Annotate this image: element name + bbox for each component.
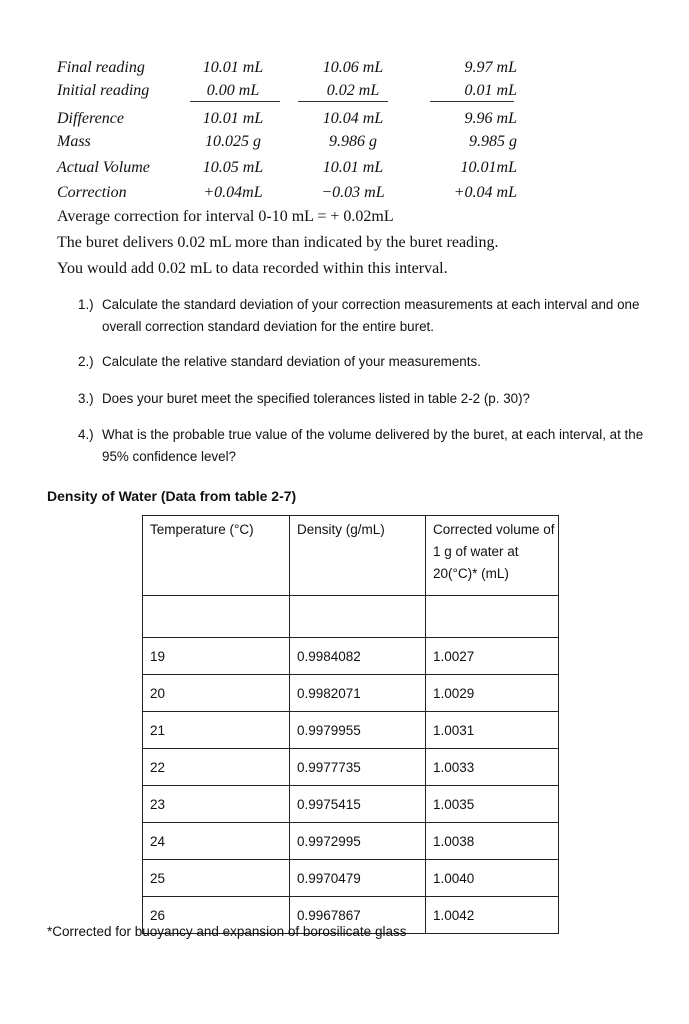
cal-row-actual-volume [57, 159, 517, 181]
subtraction-rule [430, 101, 514, 102]
buret-delivers-line: The buret delivers 0.02 mL more than indicated by the buret reading. [57, 234, 499, 251]
cal-row-difference [57, 110, 517, 132]
trial-3-value: 9.96 mL [464, 110, 517, 127]
average-correction-line: Average correction for interval 0-10 mL = + 0.02mL [57, 208, 394, 225]
question-number: 4.) [78, 427, 94, 442]
row-label: Initial reading [57, 82, 150, 99]
trial-2-value: 10.01 mL [322, 159, 384, 176]
temperature-cell: 19 [143, 638, 290, 675]
volume-cell: 1.0038 [426, 823, 559, 860]
header-corrected-volume: Corrected volume of 1 g of water at 20(°C)* (mL) [426, 516, 559, 596]
temperature-cell: 20 [143, 675, 290, 712]
row-label: Actual Volume [57, 159, 150, 176]
trial-3-value: 10.01mL [460, 159, 517, 176]
question-text: What is the probable true value of the volume delivered by the buret, at each interval, at the 95% confidence level? [102, 427, 644, 464]
table-header-row [143, 516, 559, 596]
trial-3-value: 9.985 g [469, 133, 517, 150]
volume-cell: 1.0027 [426, 638, 559, 675]
trial-1-value: 10.01 mL [202, 110, 264, 127]
trial-2-value: 10.06 mL [322, 59, 384, 76]
density-cell: 0.9984082 [290, 638, 426, 675]
question-number: 2.) [78, 354, 94, 369]
trial-2-value: −0.03 mL [321, 184, 385, 201]
trial-1-value: 10.025 g [205, 133, 261, 150]
trial-3-value: 9.97 mL [464, 59, 517, 76]
temperature-cell: 24 [143, 823, 290, 860]
table-cell [143, 596, 290, 638]
trial-3-value: +0.04 mL [453, 184, 517, 201]
table-row [143, 675, 559, 712]
question-4 [78, 424, 668, 468]
cal-row-correction [57, 184, 517, 206]
density-cell: 0.9972995 [290, 823, 426, 860]
table-cell [290, 596, 426, 638]
table-row [143, 749, 559, 786]
cal-row-final-reading [57, 59, 517, 81]
question-number: 1.) [78, 297, 94, 312]
volume-cell: 1.0035 [426, 786, 559, 823]
table-cell [426, 596, 559, 638]
density-cell: 0.9977735 [290, 749, 426, 786]
subtraction-rule [190, 101, 280, 102]
question-text: Calculate the relative standard deviation of your measurements. [102, 354, 481, 369]
trial-2-value: 0.02 mL [326, 82, 380, 99]
table-row [143, 823, 559, 860]
question-text: Does your buret meet the specified tolerances listed in table 2-2 (p. 30)? [102, 391, 530, 406]
header-density: Density (g/mL) [290, 516, 426, 596]
temperature-cell: 23 [143, 786, 290, 823]
trial-1-value: +0.04mL [203, 184, 263, 201]
table-row [143, 638, 559, 675]
temperature-cell: 22 [143, 749, 290, 786]
trial-1-value: 10.05 mL [202, 159, 264, 176]
table-row [143, 786, 559, 823]
temperature-cell: 21 [143, 712, 290, 749]
density-cell: 0.9975415 [290, 786, 426, 823]
header-temperature: Temperature (°C) [143, 516, 290, 596]
trial-2-value: 9.986 g [329, 133, 377, 150]
row-label: Difference [57, 110, 124, 127]
table-row [143, 712, 559, 749]
question-2 [78, 351, 668, 373]
row-label: Mass [57, 133, 91, 150]
table-row [143, 860, 559, 897]
temperature-cell: 25 [143, 860, 290, 897]
trial-2-value: 10.04 mL [322, 110, 384, 127]
volume-cell: 1.0042 [426, 897, 559, 934]
subtraction-rule [298, 101, 388, 102]
trial-1-value: 0.00 mL [206, 82, 260, 99]
volume-cell: 1.0029 [426, 675, 559, 712]
trial-3-value: 0.01 mL [464, 82, 517, 99]
volume-cell: 1.0031 [426, 712, 559, 749]
row-label: Final reading [57, 59, 145, 76]
temperature-cell: 26 [143, 897, 290, 934]
table-blank-row [143, 596, 559, 638]
cal-row-mass [57, 133, 517, 155]
density-heading: Density of Water (Data from table 2-7) [47, 488, 297, 504]
row-label: Correction [57, 184, 127, 201]
density-cell: 0.9979955 [290, 712, 426, 749]
question-text: Calculate the standard deviation of your correction measurements at each interval and one overall correction standard deviation for the entire buret. [102, 297, 640, 334]
trial-1-value: 10.01 mL [202, 59, 264, 76]
density-cell: 0.9967867 [290, 897, 426, 934]
question-3 [78, 388, 668, 410]
density-table [142, 515, 559, 934]
question-1 [78, 294, 668, 338]
volume-cell: 1.0040 [426, 860, 559, 897]
density-cell: 0.9982071 [290, 675, 426, 712]
add-correction-line: You would add 0.02 mL to data recorded within this interval. [57, 260, 448, 277]
density-cell: 0.9970479 [290, 860, 426, 897]
table-footnote: *Corrected for buoyancy and expansion of borosilicate glass [47, 924, 407, 939]
question-number: 3.) [78, 391, 94, 406]
volume-cell: 1.0033 [426, 749, 559, 786]
